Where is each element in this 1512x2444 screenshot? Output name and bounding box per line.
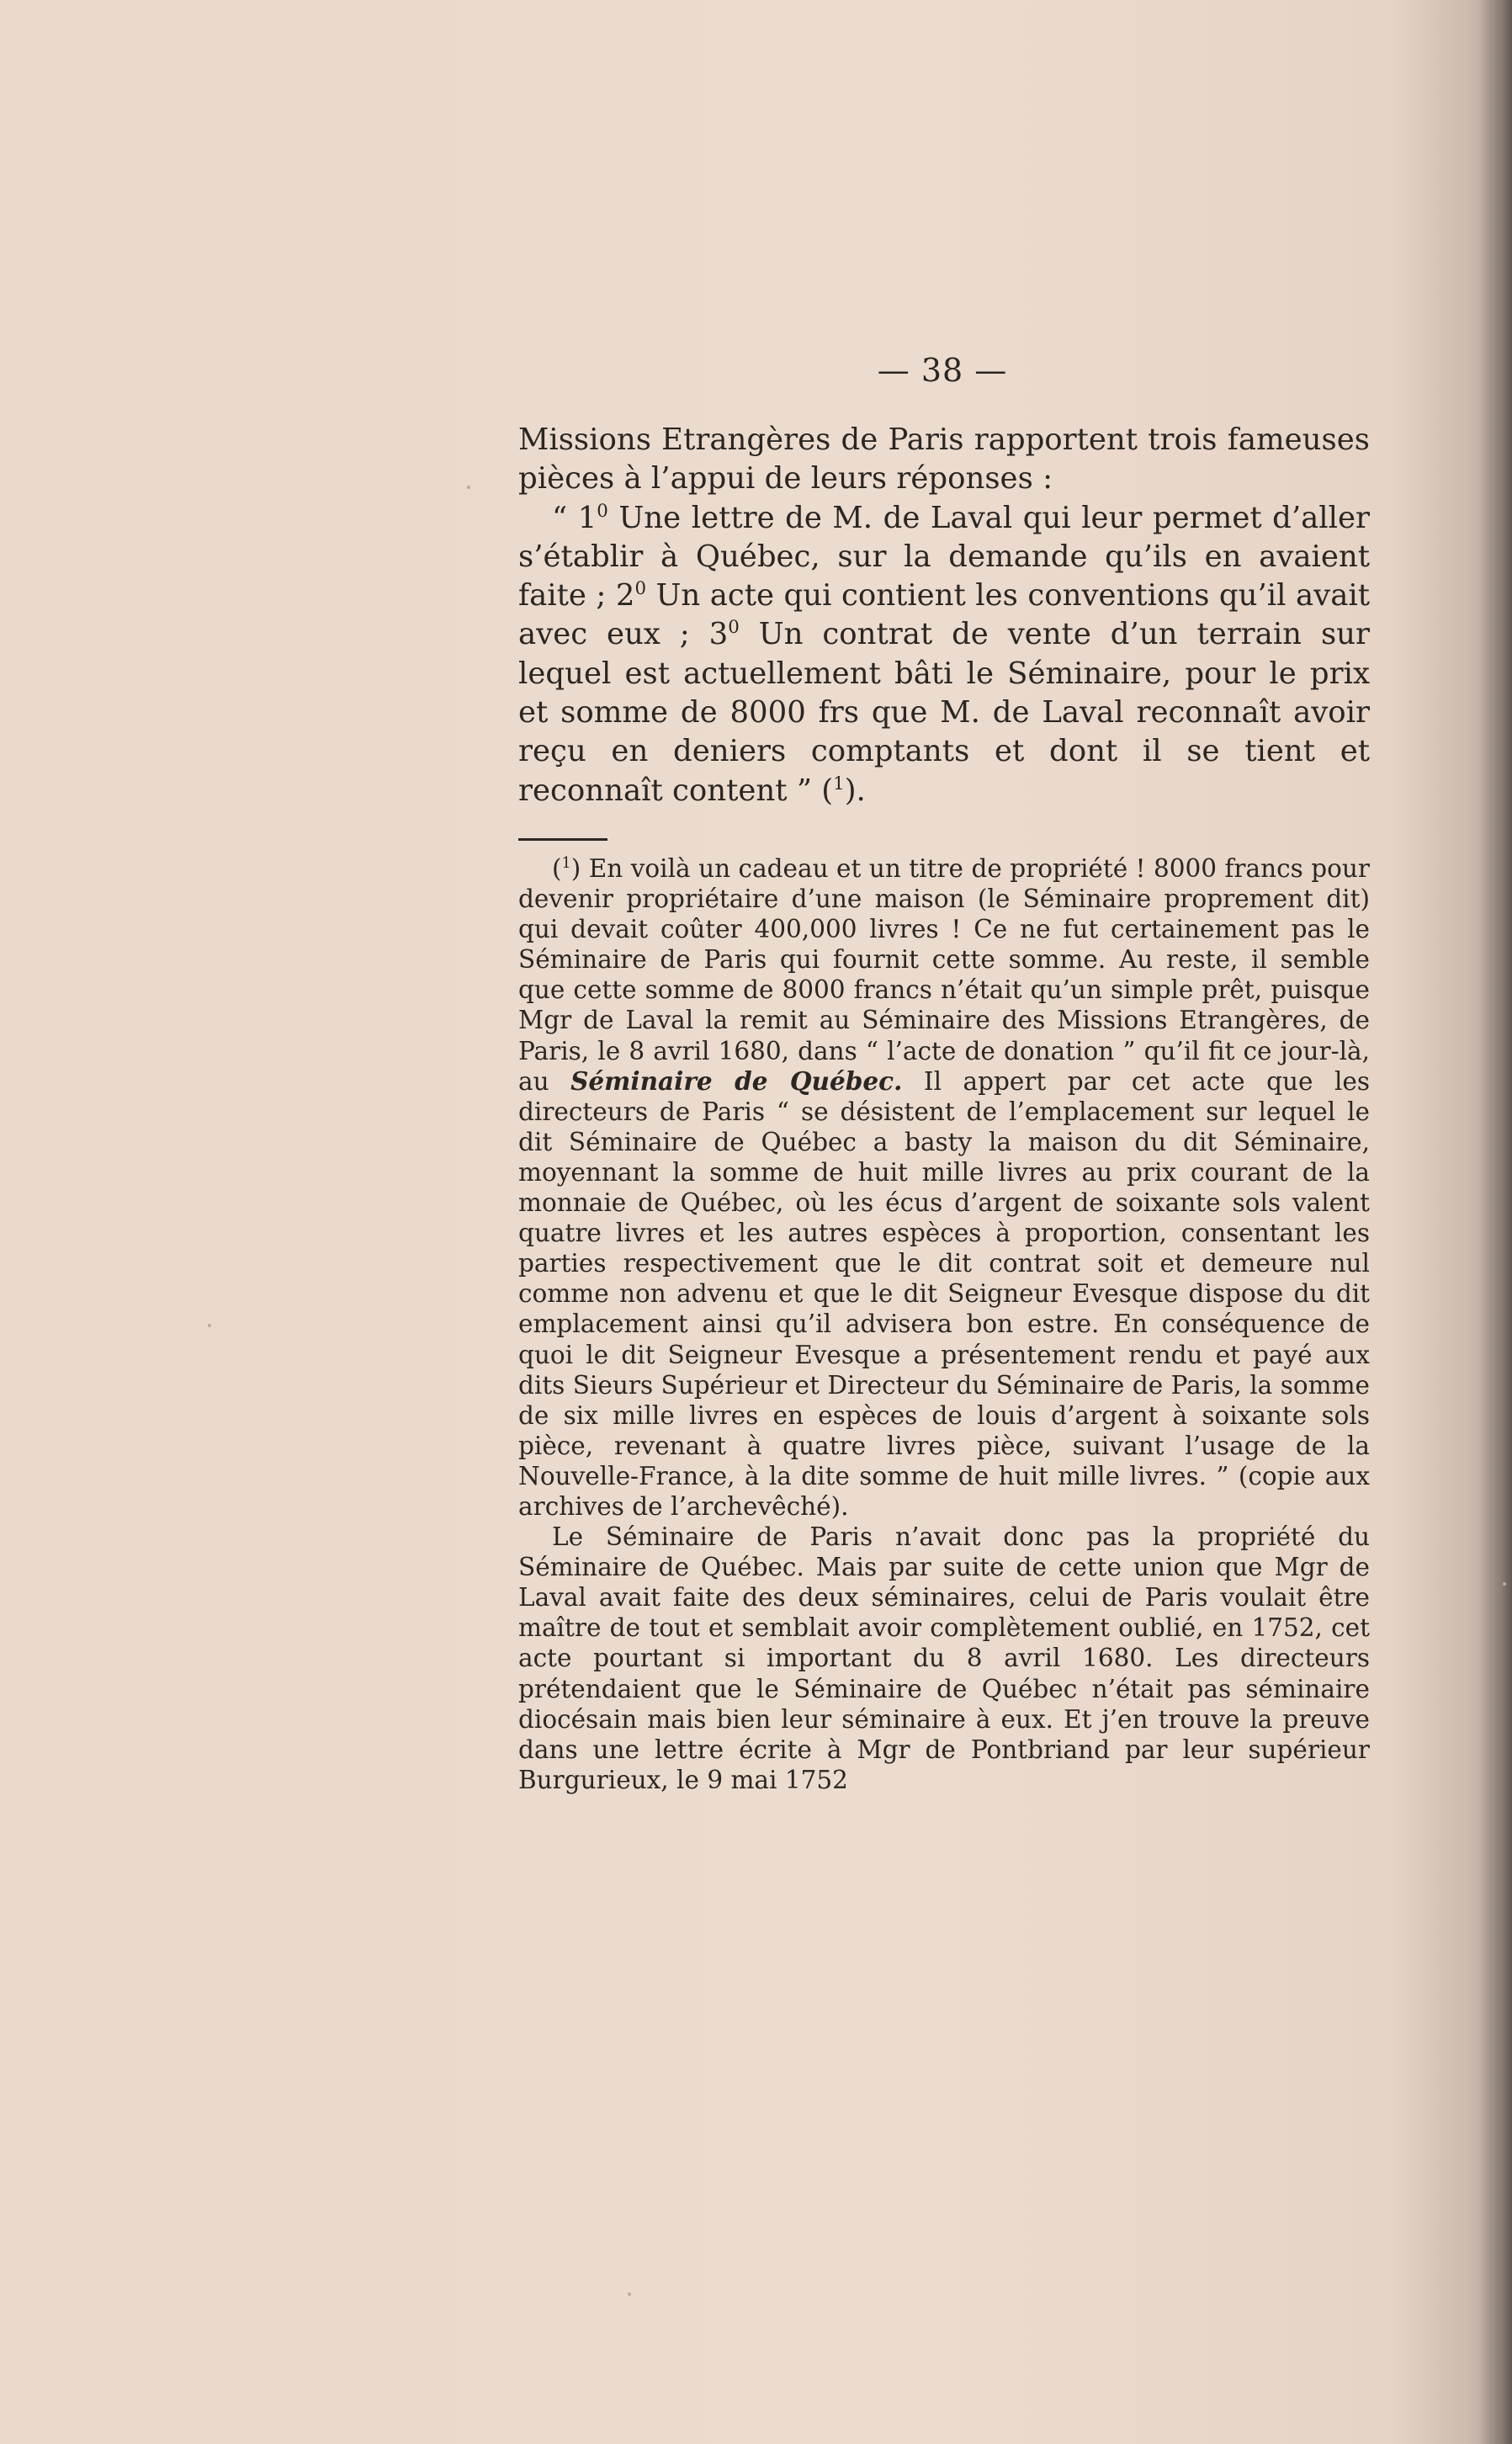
ordinal-sup: 0 xyxy=(634,578,646,600)
footnote-marker: ( xyxy=(552,854,562,883)
footnote-separator xyxy=(518,838,607,841)
footnote xyxy=(518,853,1370,1795)
page-edge-shadow xyxy=(1478,0,1512,2444)
main-paragraph-1: Missions Etrangères de Paris rapportent trois fameuses pièces à l’appui de leurs réponses : xyxy=(518,422,1370,497)
paper-speck xyxy=(1503,1582,1506,1586)
ordinal-sup: 0 xyxy=(597,500,608,522)
footnote-reference: 1 xyxy=(833,773,845,794)
paper-speck xyxy=(628,2293,631,2296)
paper-speck xyxy=(467,486,470,489)
footnote-marker-number: 1 xyxy=(561,855,571,873)
ordinal-sup: 0 xyxy=(728,617,740,639)
paper-speck xyxy=(208,1324,211,1327)
text-run: Un acte qui contient les conventions qu’il avait avec eux ; 3 xyxy=(518,578,1370,652)
quote-open: “ 1 xyxy=(552,500,597,535)
footnote-paragraph-2: Le Séminaire de Paris n’avait donc pas la propriété du Séminaire de Québec. Mais par suite de cette union que Mgr de Laval avait faite des deux séminaires, celui de Paris voulait être maître de tout et semblait avoir complètement oublié, en 1752, cet acte pourtant si important du 8 avril 1680. Les directeurs prétendaient que le Séminaire de Québec n’était pas séminaire diocésain mais bien leur séminaire à eux. Et j’en trouve la preuve dans une lettre écrite à Mgr de Pontbriand par leur supérieur Burgurieux, le 9 mai 1752 xyxy=(518,1522,1370,1794)
text-run: Il appert par cet acte que les directeurs de Paris “ se désistent de l’emplacement sur lequel le dit Séminaire de Québec a basty la maison du dit Séminaire, moyennant la somme de huit mille livres au prix courant de la monnaie de Québec, où les écus d’argent de soixante sols valent quatre livres et les autres espèces à proportion, consentant les parties respectivement que le dit contrat soit et demeure nul comme non advenu et que le dit Seigneur Evesque dispose du dit emplacement ainsi qu’il advisera bon estre. En conséquence de quoi le dit Seigneur Evesque a présentement rendu et payé aux dits Sieurs Supérieur et Directeur du Séminaire de Paris, la somme de six mille livres en espèces de louis d’argent à soixante sols pièce, revenant à quatre livres pièce, suivant l’usage de la Nouvelle-France, à la dite somme de huit mille livres. ” (copie aux archives de l’archevêché). xyxy=(518,1066,1370,1521)
text-run: En voilà un cadeau et un titre de propriété ! 8000 francs pour devenir propriétaire d’une maison (le Séminaire proprement dit) qui devait coûter 400,000 livres ! Ce ne fut certainement pas le Séminaire de Paris qui fournit cette somme. Au reste, il semble que cette somme de 8000 francs n’était qu’un simple prêt, puisque Mgr de Laval la remit au Séminaire des Missions Etrangères, de Paris, le 8 avril 1680, dans “ l’acte de donation ” qu’il fit ce jour-là, au xyxy=(518,854,1370,1096)
italic-title: Séminaire de Québec. xyxy=(570,1065,903,1096)
text-run: Une lettre de M. de Laval qui leur permet d’aller s’établir à Québec, sur la demande qu’ils en avaient faite ; 2 xyxy=(518,500,1370,614)
main-paragraph-2 xyxy=(518,499,1370,810)
text-run: Un contrat de vente d’un terrain sur lequel est actuellement bâti le Séminaire, pour le prix et somme de 8000 frs que M. de Laval reconnaît avoir reçu en deniers comptants et dont il se tient et reconnaît content ” ( xyxy=(518,617,1370,808)
main-text xyxy=(518,421,1370,810)
page-number: — 38 — xyxy=(877,352,1008,389)
text-run: ). xyxy=(844,773,866,808)
footnote-paragraph-1 xyxy=(518,853,1370,1522)
footnote-marker: ) xyxy=(570,854,581,883)
